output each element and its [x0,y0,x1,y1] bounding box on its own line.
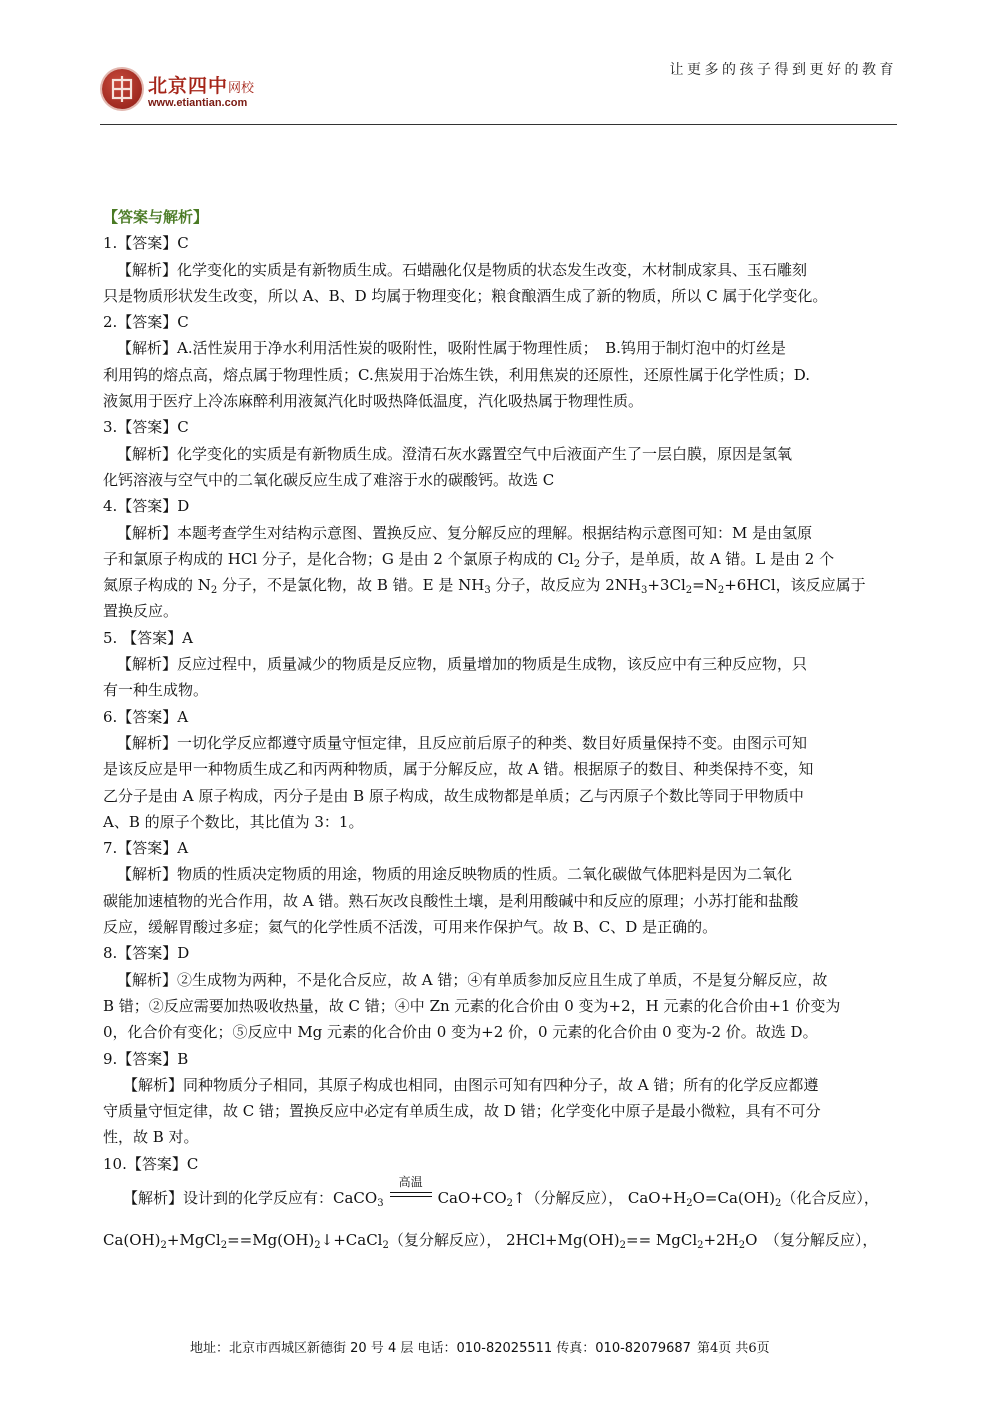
reaction-condition: 高温 [390,1187,432,1207]
page-footer [190,1337,830,1356]
analysis-10-line: 【解析】设计到的化学反应有：CaCO$_3$ 高温 $CaO+CO_2↑$（分解反应）， $CaO+H_2O=Ca(OH)_2$（化合反应）， [123,1174,879,1209]
answers-content [103,204,898,1255]
section-title: 【答案与解析】 [103,208,209,226]
answer-2: 2.【答案】C [103,313,189,332]
analysis-9-line: 【解析】同种物质分子相同，其原子构成也相同，由图示可知有四种分子，故 A 错；所有的化学反应都遵 [123,1075,819,1094]
answer-9: 9.【答案】B [103,1049,189,1068]
analysis-7-line: 碳能加速植物的光合作用，故 A 错。熟石灰改良酸性土壤，是利用酸碱中和反应的原理；小苏打能和盐酸 [103,891,799,910]
logo-emblem-icon [102,69,142,109]
answer-1: 1.【答案】C [103,234,189,253]
analysis-6-line: 是该反应是甲一种物质生成乙和丙两种物质，属于分解反应，故 A 错。根据原子的数目、种类保持不变，知 [103,760,814,779]
analysis-9-line: 性，故 B 对。 [103,1128,199,1147]
answer-6: 6.【答案】A [103,707,189,726]
answer-3: 3.【答案】C [103,418,189,437]
answer-8: 8.【答案】D [103,944,190,963]
logo[interactable] [100,69,275,119]
analysis-5-line: 【解析】反应过程中，质量减少的物质是反应物，质量增加的物质是生成物，该反应中有三种反应物，只 [117,655,808,674]
logo-url: www.etiantian.com [148,97,248,109]
analysis-8-line: 【解析】②生成物为两种，不是化合反应，故 A 错；④有单质参加反应且生成了单质，不是复分解反应，故 [117,970,828,989]
analysis-5-line: 有一种生成物。 [103,681,209,700]
analysis-1-line: 只是物质形状发生改变，所以 A、B、D 均属于物理变化；粮食酿酒生成了新的物质，所以 C 属于化学变化。 [103,286,828,305]
logo-suffix: 网校 [228,81,255,96]
analysis-7-line: 反应，缓解胃酸过多症；氦气的化学性质不活泼，可用来作保护气。故 B、C、D 是正确的。 [103,918,718,937]
analysis-4-line: 氮原子构成的 $N_2$ 分子，不是氯化物，故 B 错。E 是 $NH_3$ 分子，故反应为 $2NH_3+3Cl_2=N_2+6HCl$，该反应属于 [103,576,866,597]
analysis-1-line: 【解析】化学变化的实质是有新物质生成。石蜡融化仅是物质的状态发生改变，木材制成家具、玉石雕刻 [117,260,808,279]
analysis-6-line: 【解析】一切化学反应都遵守质量守恒定律，且反应前后原子的种类、数目好质量保持不变。由图示可知 [117,733,808,752]
answer-7: 7.【答案】A [103,839,189,858]
slogan: 让更多的孩子得到更好的教育 [669,62,897,78]
analysis-2-line: 液氮用于医疗上冷冻麻醉利用液氮汽化时吸热降低温度，汽化吸热属于物理性质。 [103,392,644,411]
analysis-2-line: 利用钨的熔点高，熔点属于物理性质；C.焦炭用于冶炼生铁，利用焦炭的还原性，还原性属于化学性质；D. [103,365,810,384]
analysis-8-line: 0，化合价有变化；⑤反应中 Mg 元素的化合价由 0 变为+2 价，0 元素的化合价由 0 变为-2 价。故选 D。 [103,1023,818,1042]
page-header [100,55,897,125]
analysis-3-line: 化钙溶液与空气中的二氧化碳反应生成了难溶于水的碳酸钙。故选 C [103,470,555,489]
header-divider [100,124,897,125]
answer-4: 4.【答案】D [103,497,190,516]
analysis-4-line: 【解析】本题考查学生对结构示意图、置换反应、复分解反应的理解。根据结构示意图可知：M 是由氢原 [117,523,813,542]
analysis-6-line: 乙分子是由 A 原子构成，丙分子是由 B 原子构成，故生成物都是单质；乙与丙原子个数比等同于甲物质中 [103,786,804,805]
analysis-9-line: 守质量守恒定律，故 C 错；置换反应中必定有单质生成，故 D 错；化学变化中原子是最小微粒，具有不可分 [103,1102,821,1121]
analysis-8-line: B 错；②反应需要加热吸收热量，故 C 错；④中 Zn 元素的化合价由 0 变为+2，H 元素的化合价由+1 价变为 [103,996,841,1015]
footer-address: 地址：北京市西城区新德街 20 号 4 层 电话：010-82025511 传真：010-82079687 [190,1341,691,1356]
page-number: 第4页 共6页 [696,1341,770,1356]
analysis-7-line: 【解析】物质的性质决定物质的用途，物质的用途反映物质的性质。二氧化碳做气体肥料是因为二氧化 [117,865,793,884]
analysis-4-line: 置换反应。 [103,602,179,621]
analysis-6-line: A、B 的原子个数比，其比值为 3：1。 [103,812,364,831]
analysis-2-line: 【解析】A.活性炭用于净水利用活性炭的吸附性，吸附性属于物理性质； B.钨用于制灯泡中的灯丝是 [117,339,786,358]
answer-5: 5. 【答案】A [103,628,193,647]
analysis-10-line: $Ca(OH)_2+MgCl_2==Mg(OH)_2↓+CaCl_2$（复分解反应）， $2HCl+Mg(OH)_2==$ $MgCl_2+2H_2O$ （复分解反应）， [103,1230,878,1251]
logo-name: 北京四中网校 [148,75,255,97]
analysis-3-line: 【解析】化学变化的实质是有新物质生成。澄清石灰水露置空气中后液面产生了一层白膜，原因是氢氧 [117,444,793,463]
answer-10: 10.【答案】C [103,1154,199,1173]
analysis-4-line: 子和氯原子构成的 HCl 分子，是化合物；G 是由 2 个氯原子构成的 $Cl_2$ 分子，是单质，故 A 错。L 是由 2 个 [103,549,835,570]
